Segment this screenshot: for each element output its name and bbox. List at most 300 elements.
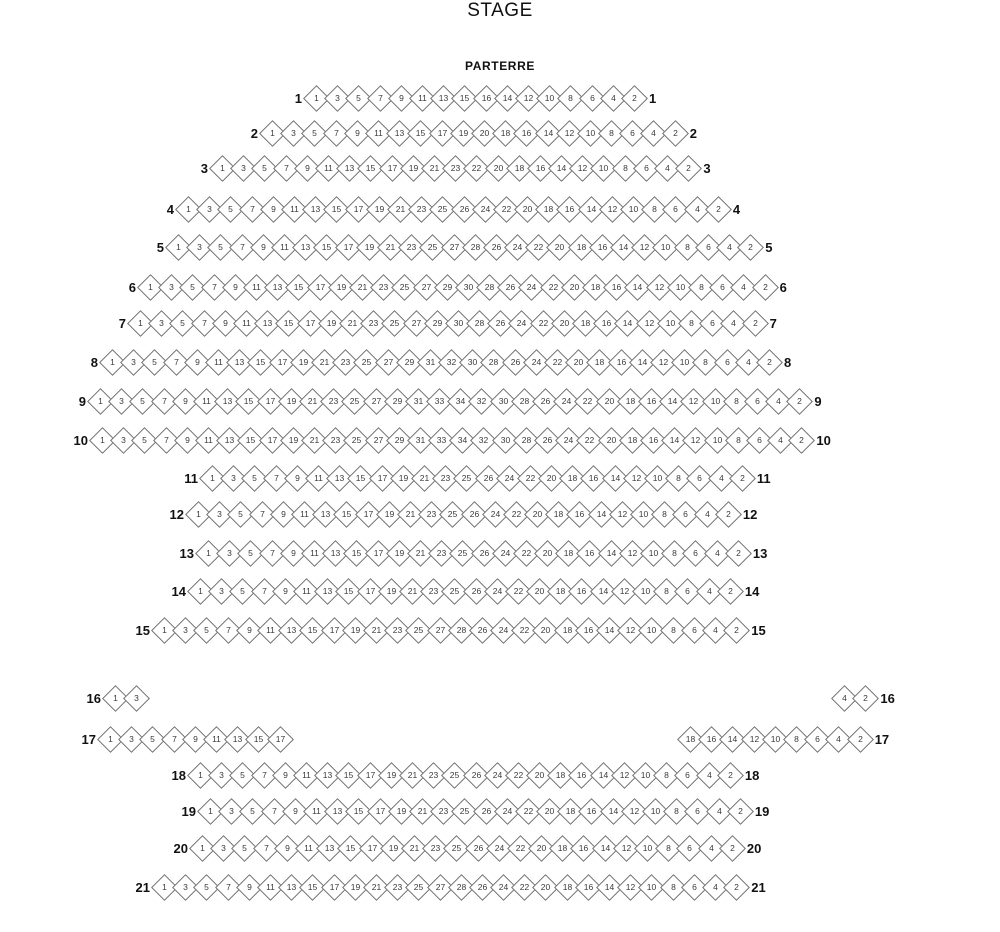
row-label: 2: [250, 125, 258, 141]
seat-number: 7: [239, 241, 245, 252]
seat[interactable]: [621, 85, 648, 112]
seat-number: 6: [685, 585, 691, 596]
seat[interactable]: [705, 196, 732, 223]
seat-number: 25: [460, 805, 470, 816]
row-label: 19: [754, 803, 770, 819]
seat-number: 17: [375, 805, 385, 816]
seat-number: 25: [450, 769, 460, 780]
seat-row: [834, 685, 906, 711]
seat-number: 18: [580, 317, 591, 328]
seat-number: 12: [564, 127, 574, 138]
seat-number: 1: [200, 842, 205, 853]
seat-number: 24: [563, 434, 574, 445]
seat-number: 1: [162, 881, 167, 892]
seat-number: 9: [354, 127, 360, 138]
seat-number: 29: [394, 434, 404, 445]
seat-number: 2: [762, 281, 768, 292]
seat[interactable]: [715, 501, 742, 528]
seat-number: 4: [716, 805, 722, 816]
row-label: 6: [779, 279, 787, 295]
seat-number: 12: [578, 162, 588, 173]
seat-number: 21: [347, 317, 358, 328]
seat-number: 24: [494, 842, 504, 853]
row-label: 21: [751, 879, 766, 895]
seat[interactable]: [847, 726, 874, 753]
seat-number: 10: [650, 805, 661, 816]
seat-number: 20: [559, 317, 570, 328]
seat-number: 13: [320, 508, 331, 519]
seat-number: 12: [619, 769, 630, 780]
section-title: PARTERRE: [465, 59, 535, 73]
seat-group: [190, 766, 741, 785]
seat-number: 19: [408, 162, 419, 173]
seat-number: 20: [569, 281, 580, 292]
seat-group: [102, 353, 780, 372]
seat[interactable]: [852, 685, 879, 712]
seat[interactable]: [717, 578, 744, 605]
seat-group: [192, 839, 743, 858]
seat-row: [124, 874, 777, 900]
seat-number: 21: [371, 624, 382, 635]
seat-number: 11: [302, 585, 311, 596]
seat-number: 7: [173, 356, 179, 367]
seat-number: 27: [435, 881, 445, 892]
seat-number: 22: [472, 162, 482, 173]
seat-number: 20: [546, 472, 557, 483]
seat-number: 18: [554, 508, 564, 519]
seat-number: 10: [599, 162, 609, 173]
seat-number: 30: [453, 317, 464, 328]
seat-number: 23: [428, 585, 439, 596]
seat-number: 22: [520, 624, 530, 635]
seat-number: 15: [342, 508, 352, 519]
seat-number: 14: [543, 127, 553, 138]
seat-number: 8: [699, 281, 704, 292]
seat-number: 4: [778, 434, 783, 445]
seat-number: 25: [428, 241, 438, 252]
seat-number: 9: [398, 92, 404, 103]
seat-number: 23: [330, 434, 341, 445]
seat-number: 24: [502, 805, 512, 816]
seat-number: 22: [501, 203, 512, 214]
row-label: 14: [171, 583, 186, 599]
seat-number: 13: [332, 805, 343, 816]
seat-number: 13: [234, 356, 245, 367]
seat[interactable]: [788, 427, 815, 454]
seat-number: 11: [300, 508, 309, 519]
seat-number: 4: [708, 842, 714, 853]
seat-number: 17: [277, 356, 287, 367]
seat-number: 14: [606, 547, 616, 558]
seat-number: 1: [186, 203, 191, 214]
seat-number: 24: [492, 769, 502, 780]
seat-number: 16: [589, 472, 599, 483]
seat-number: 10: [638, 508, 649, 519]
seat-number: 16: [579, 842, 589, 853]
seat-number: 17: [275, 733, 285, 744]
seat-number: 15: [256, 356, 266, 367]
seat[interactable]: [725, 540, 752, 567]
seat-number: 2: [672, 127, 678, 138]
seat-number: 3: [134, 692, 140, 703]
seat-number: 23: [440, 472, 451, 483]
seat-number: 6: [673, 203, 679, 214]
seat-number: 5: [180, 317, 186, 328]
seat-number: 3: [227, 547, 233, 558]
seat-number: 30: [463, 281, 474, 292]
seat-number: 13: [334, 472, 345, 483]
row-label: 16: [880, 690, 895, 706]
seat-number: 7: [261, 585, 267, 596]
seat-number: 10: [647, 881, 657, 892]
seat-number: 2: [797, 395, 803, 406]
seat-number: 1: [138, 317, 143, 328]
seat-number: 2: [737, 805, 743, 816]
seat-number: 13: [330, 547, 341, 558]
seat-number: 17: [437, 127, 447, 138]
seat-number: 13: [262, 317, 273, 328]
seat-number: 14: [669, 434, 680, 445]
seat-number: 24: [531, 356, 542, 367]
seat-group: [154, 621, 747, 640]
seat-number: 18: [562, 881, 572, 892]
seat-number: 7: [163, 434, 169, 445]
seat[interactable]: [662, 120, 689, 147]
seat-number: 31: [413, 395, 424, 406]
seat-number: 6: [687, 842, 693, 853]
seat[interactable]: [752, 274, 779, 301]
seat-number: 28: [484, 281, 495, 292]
seat-number: 11: [214, 356, 223, 367]
seat-number: 16: [577, 769, 587, 780]
seat-number: 30: [468, 356, 478, 367]
seat-number: 1: [208, 805, 213, 816]
seat-group: [262, 124, 686, 143]
seat-number: 7: [249, 203, 255, 214]
seat-number: 9: [192, 733, 198, 744]
seat-number: 26: [477, 624, 488, 635]
seat-row: [62, 427, 842, 453]
seat-number: 20: [544, 805, 555, 816]
seat-number: 2: [863, 692, 869, 703]
seat-number: 8: [664, 769, 670, 780]
seat-number: 14: [502, 92, 513, 103]
seat-number: 10: [648, 547, 659, 558]
seat[interactable]: [723, 874, 750, 901]
seat-number: 18: [627, 434, 638, 445]
seat-number: 14: [618, 241, 629, 252]
seat-group: [200, 802, 751, 821]
seat-number: 15: [294, 281, 304, 292]
seat-group: [90, 392, 810, 411]
seat-row: [158, 501, 769, 527]
seat-number: 9: [232, 281, 238, 292]
seat-number: 12: [631, 472, 642, 483]
seat-number: 2: [748, 241, 754, 252]
seat-number: 9: [260, 241, 266, 252]
seat-number: 15: [308, 881, 318, 892]
seat-number: 16: [535, 162, 546, 173]
seat-number: 12: [619, 585, 630, 596]
seat[interactable]: [786, 388, 813, 415]
seat-number: 17: [365, 769, 375, 780]
seat-number: 23: [436, 547, 447, 558]
row-label: 11: [756, 470, 771, 486]
seat-number: 13: [438, 92, 449, 103]
seat-number: 2: [727, 769, 733, 780]
seat-number: 23: [368, 317, 379, 328]
seat-number: 7: [225, 624, 231, 635]
seat-row: [124, 617, 777, 643]
seat-number: 15: [344, 769, 354, 780]
seat-number: 17: [373, 547, 383, 558]
seat-number: 18: [576, 241, 586, 252]
seat-number: 3: [129, 733, 135, 744]
seat-number: 33: [436, 434, 447, 445]
seat-number: 13: [344, 162, 355, 173]
seat-number: 10: [640, 585, 651, 596]
seat-number: 22: [534, 241, 544, 252]
seat-number: 8: [666, 842, 672, 853]
seat-number: 9: [194, 356, 200, 367]
seat-number: 17: [343, 241, 353, 252]
seat[interactable]: [756, 349, 783, 376]
seat[interactable]: [675, 155, 702, 182]
seat-number: 28: [456, 624, 466, 635]
seat-number: 11: [266, 881, 275, 892]
seat-number: 10: [665, 317, 676, 328]
seat-number: 7: [269, 547, 275, 558]
seat-number: 11: [202, 395, 211, 406]
seat-number: 21: [385, 241, 396, 252]
seat[interactable]: [717, 762, 744, 789]
row-label: 19: [181, 803, 196, 819]
seat-group: [188, 505, 739, 524]
seat[interactable]: [719, 835, 746, 862]
seat-number: 12: [523, 92, 534, 103]
seat-number: 14: [598, 769, 608, 780]
seat[interactable]: [742, 310, 769, 337]
seat-number: 30: [498, 395, 508, 406]
row-label: 18: [744, 767, 760, 783]
seat-number: 6: [705, 241, 711, 252]
seat-number: 4: [651, 127, 657, 138]
seat-number: 26: [491, 241, 502, 252]
seat-number: 19: [458, 127, 469, 138]
seat-number: 10: [640, 769, 651, 780]
seat-number: 21: [409, 842, 420, 853]
seat-number: 16: [707, 733, 717, 744]
seat-number: 17: [365, 585, 375, 596]
seat-row: [170, 798, 781, 824]
seat-number: 29: [392, 395, 402, 406]
row-label: 15: [751, 622, 766, 638]
seat-number: 18: [500, 127, 511, 138]
seat-row: [680, 726, 901, 752]
seat-group: [306, 89, 645, 108]
seat-number: 3: [207, 203, 213, 214]
seat-number: 5: [204, 624, 210, 635]
seat-number: 6: [724, 356, 730, 367]
seat-number: 8: [568, 92, 574, 103]
seat-number: 20: [573, 356, 584, 367]
seat-number: 12: [621, 842, 632, 853]
seat-number: 21: [419, 472, 430, 483]
seat-number: 13: [310, 203, 321, 214]
seat-number: 5: [240, 769, 246, 780]
seat-number: 11: [266, 624, 275, 635]
seat-number: 12: [625, 624, 636, 635]
seat-number: 7: [201, 317, 207, 328]
seat-number: 14: [600, 842, 610, 853]
seat-number: 7: [273, 472, 279, 483]
seat-number: 29: [442, 281, 452, 292]
seat-number: 16: [646, 395, 657, 406]
seat-number: 12: [644, 317, 654, 328]
seat-number: 22: [515, 842, 526, 853]
seat-number: 8: [684, 241, 690, 252]
seat-number: 14: [667, 395, 678, 406]
seat[interactable]: [267, 726, 294, 753]
seat-number: 2: [767, 356, 772, 367]
seat[interactable]: [737, 234, 764, 261]
seat-number: 2: [729, 842, 735, 853]
seat-number: 10: [710, 395, 720, 406]
seat-number: 7: [377, 92, 383, 103]
seat-number: 22: [511, 508, 522, 519]
seat-number: 8: [794, 733, 799, 744]
seat-number: 26: [459, 203, 469, 214]
seat-number: 3: [131, 356, 137, 367]
seat-number: 1: [206, 547, 211, 558]
seat-number: 13: [300, 241, 311, 252]
seat-number: 15: [284, 317, 294, 328]
seat-number: 26: [540, 395, 551, 406]
row-label: 3: [703, 160, 711, 176]
seat-number: 12: [617, 508, 628, 519]
seat-number: 18: [558, 842, 568, 853]
seat-number: 5: [248, 547, 254, 558]
seat-row: [276, 85, 675, 111]
seat-number: 4: [718, 472, 724, 483]
seat-number: 25: [452, 842, 462, 853]
seat-number: 13: [322, 585, 333, 596]
seat-number: 24: [517, 317, 527, 328]
seat-number: 5: [312, 127, 318, 138]
seat-number: 7: [225, 881, 231, 892]
seat[interactable]: [729, 465, 756, 492]
seat-number: 4: [731, 317, 737, 328]
seat-number: 13: [286, 881, 297, 892]
seat-number: 1: [314, 92, 319, 103]
seat-number: 13: [224, 434, 235, 445]
seat-group: [168, 238, 761, 257]
seat-number: 9: [222, 317, 228, 328]
seat-number: 10: [679, 356, 690, 367]
seat-number: 25: [414, 881, 424, 892]
seat-number: 23: [450, 162, 461, 173]
seat-number: 9: [292, 805, 298, 816]
seat-number: 8: [674, 805, 680, 816]
seat-number: 8: [662, 508, 668, 519]
row-label: 10: [816, 432, 831, 448]
seat-number: 19: [326, 317, 337, 328]
seat-number: 21: [407, 585, 418, 596]
row-label: 2: [689, 125, 697, 141]
seat-row: [232, 120, 716, 146]
seat-number: 15: [332, 203, 342, 214]
seat-number: 28: [519, 395, 530, 406]
row-label: 20: [173, 840, 188, 856]
seat-number: 9: [246, 624, 252, 635]
seat-group: [212, 159, 699, 178]
seat-number: 8: [689, 317, 694, 328]
seat-number: 20: [534, 585, 545, 596]
seat-number: 16: [616, 356, 626, 367]
seat-number: 2: [727, 585, 733, 596]
seat-number: 3: [219, 585, 225, 596]
seat-number: 15: [322, 241, 332, 252]
seat-number: 1: [100, 434, 105, 445]
seat-number: 22: [521, 547, 532, 558]
seat-number: 11: [302, 769, 311, 780]
seat-number: 3: [335, 92, 341, 103]
seat-number: 22: [548, 281, 558, 292]
seat-number: 11: [280, 241, 289, 252]
seat-number: 5: [262, 162, 268, 173]
seat-number: 18: [566, 805, 576, 816]
seat-number: 6: [643, 162, 649, 173]
seat-number: 8: [703, 356, 709, 367]
seat-number: 21: [417, 805, 428, 816]
seat-number: 5: [204, 881, 210, 892]
seat-number: 19: [388, 842, 399, 853]
seat-number: 24: [500, 547, 510, 558]
seat-number: 6: [720, 281, 726, 292]
seat-number: 9: [304, 162, 310, 173]
seat-number: 10: [647, 624, 657, 635]
seat-number: 16: [575, 508, 585, 519]
seat-number: 10: [652, 472, 663, 483]
seat-number: 8: [664, 585, 670, 596]
seat-number: 6: [695, 805, 701, 816]
seat-number: 7: [171, 733, 177, 744]
seat-number: 26: [471, 585, 481, 596]
seat-number: 12: [639, 241, 650, 252]
seat-number: 3: [169, 281, 175, 292]
seat-number: 26: [471, 769, 481, 780]
seat-number: 6: [693, 547, 699, 558]
seat-number: 17: [329, 624, 339, 635]
seat-number: 15: [354, 805, 364, 816]
seat-number: 19: [386, 769, 397, 780]
seat-number: 18: [556, 769, 566, 780]
seat-number: 3: [217, 508, 223, 519]
seat[interactable]: [123, 685, 150, 712]
seat[interactable]: [723, 617, 750, 644]
seat-number: 31: [415, 434, 426, 445]
row-label: 7: [118, 315, 126, 331]
seat-number: 16: [583, 881, 594, 892]
seat-number: 22: [585, 434, 595, 445]
seat-number: 26: [483, 472, 493, 483]
seat-number: 8: [670, 881, 676, 892]
seat-number: 4: [714, 547, 720, 558]
seat[interactable]: [727, 798, 754, 825]
seat-number: 22: [513, 585, 524, 596]
seat-number: 3: [229, 805, 235, 816]
seat-number: 20: [541, 624, 551, 635]
